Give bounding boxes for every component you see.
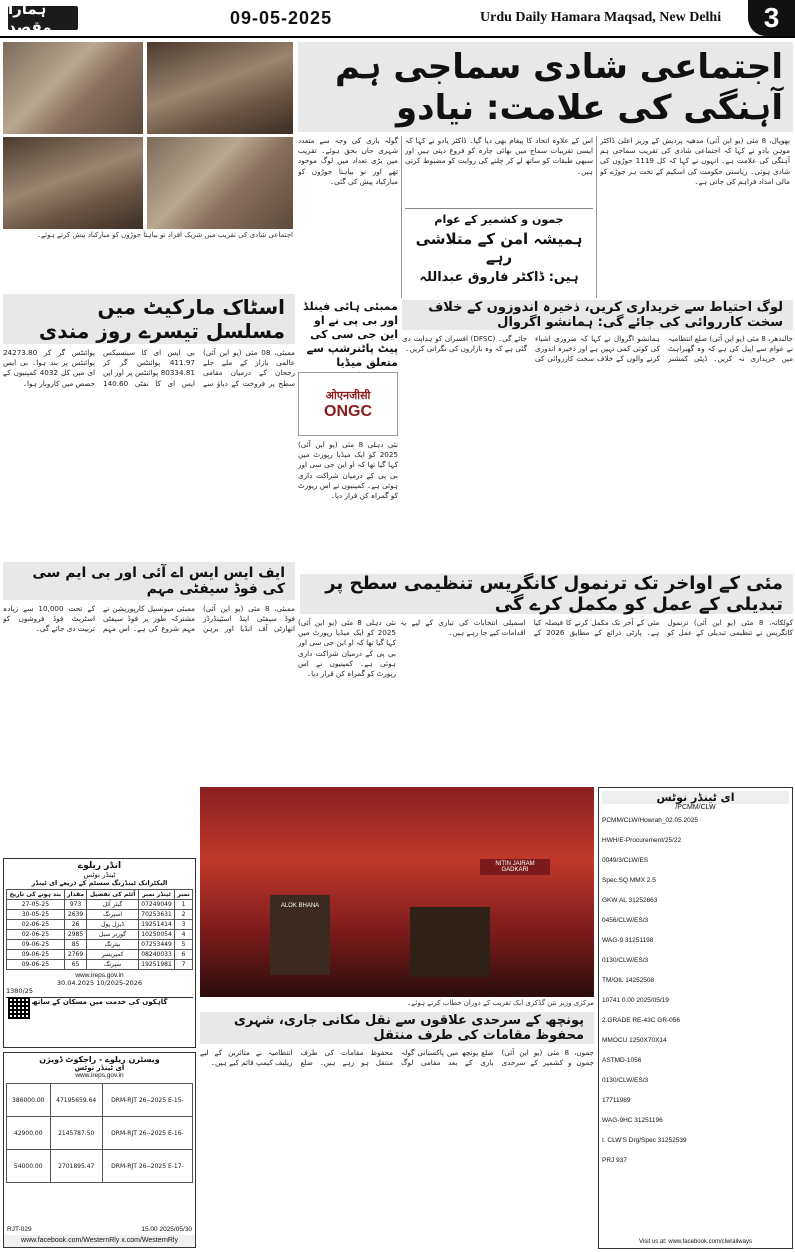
clw-tender-line: TM/OIL 14252508	[602, 977, 655, 984]
table-cell: گیئر آئل	[87, 900, 139, 910]
wedding-photo-1	[3, 42, 143, 134]
clw-tender-line: GKW AL 31252663	[602, 897, 658, 904]
clw-tender-line: 17711989	[602, 1097, 631, 1104]
railway-tender-notice	[3, 858, 196, 1048]
clw-tender-line: 0130/CLW/ES/3	[602, 957, 649, 964]
column-rule	[401, 136, 402, 298]
table-cell: سپرنگ	[87, 960, 139, 970]
western-tender-table	[6, 1083, 193, 1183]
railway-tender-title: انڈر ریلوے	[77, 861, 122, 871]
table-row	[7, 1117, 193, 1150]
stage-caption: مرکزی وزیر نتن گڈکری ایک تقریب کے دوران خطاب کرتے ہوئے۔	[407, 999, 594, 1007]
market-headline-text: اسٹاک مارکیٹ میں مسلسل تیسرے روز مندی	[38, 295, 285, 343]
clw-tender-line: PRJ 937	[602, 1157, 627, 1164]
clw-tender-line: 2.GRADE RE-43C GR-056	[602, 1017, 681, 1024]
table-row	[7, 950, 193, 960]
ongc-headline	[298, 300, 398, 370]
table-cell: 4	[175, 930, 193, 940]
ongc-body-cont: نئی دہلی 8 مئی (یو این آئی) 2025 کو ایک میڈیا رپورٹ میں کہا گیا تھا کہ او این جی سی اور بی پی کے درمیان شراکت داری ہوئی ہے۔ کمپنیوں نے اس رپورٹ کو گمراہ کن قرار دیا۔	[298, 618, 396, 679]
table-cell: 65	[64, 960, 86, 970]
name-card-left: ALOK BHANA	[280, 903, 320, 909]
name-card-right: NITIN JAIRAM GADKARI	[480, 859, 550, 875]
table-cell: 2769	[64, 950, 86, 960]
kashmir-headline: ہمیشہ امن کے متلاشی رہے	[415, 230, 583, 266]
ongc-hindi-text: ओएनजीसी	[325, 388, 371, 402]
western-footer-date: 15.00 2025/05/30	[141, 1226, 192, 1233]
clw-tender-line: 0130/CLW/ES/3	[602, 1077, 649, 1084]
ongc-headline-text: ممبئی ہائی فینلڈ اور بی پی نے او این جی سی کی پیٹ پاٹنرشپ سے متعلق میڈیا	[303, 300, 398, 369]
clw-tender-line: MMOCU 1250X70X14	[602, 1037, 667, 1044]
clw-tender-line: PCMM/CLW/Howrah_02.05.2025	[602, 817, 698, 824]
table-row	[7, 960, 193, 970]
railway-tender-date: 30.04.2025 10/2025-2026	[56, 979, 143, 987]
table-cell: 10250054	[138, 930, 174, 940]
paper-name: Urdu Daily Hamara Maqsad, New Delhi	[480, 10, 722, 25]
table-cell: 70253631	[138, 910, 174, 920]
table-cell: 07253449	[138, 940, 174, 950]
table-cell: ڈیزل پول	[87, 920, 139, 930]
clw-tender-ref: PCMM/CLW/	[675, 804, 716, 811]
poonch-body: جموں، 8 مئی (یو این آئی) جموں و کشمیر کے سرحدی ضلع پونچھ میں پاکستانی گولہ باری کے بعد مقامی لوگ محفوظ مقامات کی طرف منتقل ہو رہے ہیں۔ ضلع انتظامیہ نے متاثرین کے لیے ریلیف کیمپ قائم کیے ہیں۔	[200, 1048, 594, 1068]
wedding-body-left: گولہ باری کی وجہ سے متعدد شہری جاں بحق ہوئے۔ تقریب میں بڑی تعداد میں لوگ موجود تھے اور نو بیاہتا جوڑوں کو مبارکباد پیش کی گئی۔	[298, 136, 398, 186]
fssai-headline-text: ایف ایس ایس اے آئی اور بی ایم سی کی فوڈ سیفٹی مہم	[32, 565, 285, 597]
western-subtitle: ای ٹینڈر نوٹس	[74, 1064, 125, 1072]
table-header-cell: ٹینڈر نمبر	[138, 890, 174, 900]
table-row	[7, 900, 193, 910]
table-row	[7, 920, 193, 930]
table-cell: DRM-RJT 26--2025 E-16-	[102, 1117, 192, 1150]
table-header-cell: بند ہونے کی تاریخ	[7, 890, 65, 900]
wedding-photo-2	[147, 42, 293, 134]
railway-tender-heading: الیکٹرانک ٹینڈرنگ سسٹم کے ذریعے ای ٹینڈر	[31, 879, 168, 887]
congress-headline	[300, 574, 793, 614]
wedding-body-right: بھوپال، 8 مئی (یو این آئی) مدھیہ پردیش کے وزیر اعلیٰ ڈاکٹر موہن یادو نے کہا کہ اجتماعی شادی کی تقریب سماجی ہم آہنگی کی علامت ہے۔ انہوں نے کہا کہ کل 1119 جوڑوں کی شادی ہوئی۔ ریاستی حکومت کی اسکیم کے تحت ہر جوڑے کو مالی امداد فراہم کی جاتی ہے۔	[600, 136, 790, 186]
wedding-body-mid: اس کے علاوہ اتحاد کا پیغام بھی دیا گیا۔ ڈاکٹر یادو نے کہا کہ ایسی تقریبات سماج میں بھائی چارہ کو فروغ دیتی ہیں اور سبھی طبقات کو ساتھ لے کر چلنے کی روایت کو مضبوط کرتی ہیں۔	[405, 136, 593, 176]
railway-tender-site[interactable]: www.ireps.gov.in	[75, 972, 124, 979]
table-cell: 47195659.64	[50, 1084, 102, 1117]
table-cell: گورنر سیل	[87, 930, 139, 940]
qr-code-icon	[8, 997, 30, 1019]
table-cell: 7	[175, 960, 193, 970]
clw-tender-line: 0456/CLW/ES/3	[602, 917, 649, 924]
table-cell: 386000.00	[7, 1084, 51, 1117]
western-site[interactable]: www.ireps.gov.in	[75, 1072, 124, 1079]
clw-tender-line: WAG-9HC 31251196	[602, 1117, 663, 1124]
clw-tender-line: HWH/E-Procurement/25/22	[602, 837, 682, 844]
table-cell: 85	[64, 940, 86, 950]
table-row	[7, 910, 193, 920]
table-cell: 2145787.50	[50, 1117, 102, 1150]
western-social[interactable]: www.facebook.com/WesternRly x.com/WesternRly	[4, 1235, 195, 1247]
ongc-body: نئی دہلی 8 مئی (یو این آئی) 2025 کو ایک میڈیا رپورٹ میں کہا گیا تھا کہ او این جی سی اور بی پی کے درمیان شراکت داری ہوئی ہے۔ کمپنیوں نے اس رپورٹ کو گمراہ کن قرار دیا۔	[298, 440, 398, 501]
fssai-headline	[3, 562, 295, 600]
page-number: 3	[748, 0, 795, 36]
congress-headline-text: مئی کے اواخر تک ترنمول کانگریس تنظیمی سطح پر تبدیلی کے عمل کو مکمل کرے گی	[325, 573, 783, 615]
table-cell: 3	[175, 920, 193, 930]
table-cell: 09-06-25	[7, 960, 65, 970]
table-cell: 54000.00	[7, 1150, 51, 1183]
railway-footer-note: گاہکوں کی خدمت میں مسکان کے ساتھ	[6, 997, 193, 1006]
ongc-logo-box	[298, 372, 398, 436]
railway-tender-subtitle: ٹینڈر نوٹس	[83, 871, 116, 879]
table-header-cell: آئٹم کی تفصیل	[87, 890, 139, 900]
table-cell: 07249049	[138, 900, 174, 910]
table-cell: 09-06-25	[7, 950, 65, 960]
table-cell: 6	[175, 950, 193, 960]
table-cell: 42900.00	[7, 1117, 51, 1150]
table-cell: 2639	[64, 910, 86, 920]
clw-tender-line: Spec.SQ MMX 2.5	[602, 877, 656, 884]
table-cell: 27-05-25	[7, 900, 65, 910]
fssai-body: ممبئی، 8 مئی (یو این آئی) فوڈ سیفٹی اینڈ اسٹینڈرڈز اتھارٹی آف انڈیا اور برہن ممبئی میونسپل کارپوریشن نے مشترکہ طور پر فوڈ سیفٹی مہم شروع کی ہے۔ اس مہم کے تحت 10,000 سے زیادہ اسٹریٹ فوڈ فروشوں کو تربیت دی جائے گی۔	[3, 604, 295, 634]
hoarding-headline	[402, 300, 793, 330]
table-cell: DRM-RJT 26--2025 E-15-	[102, 1084, 192, 1117]
ongc-logo-text: ONGC	[324, 402, 372, 420]
table-cell: اسپرنگ	[87, 910, 139, 920]
table-cell: کمپریسر	[87, 950, 139, 960]
table-cell: 1	[175, 900, 193, 910]
kashmir-box	[405, 208, 593, 298]
clw-tender-line: I. CLW'S Drg/Spec 31252539	[602, 1137, 687, 1144]
table-header-cell: مقدار	[64, 890, 86, 900]
table-cell: بیئرنگ	[87, 940, 139, 950]
hoarding-body: جالندھر، 8 مئی (یو این آئی) ضلع انتظامیہ نے عوام سے اپیل کی ہے کہ وہ گھبراہٹ میں خریداری نہ کریں۔ ڈپٹی کمشنر ہمانشو اگروال نے کہا کہ ضروری اشیاء کی کوئی کمی نہیں ہے اور ذخیرہ اندوزی کرنے والوں کے خلاف سخت کارروائی کی جائے گی۔ (DFSC) افسران کو ہدایت دی گئی ہے کہ وہ بازاروں کی نگرانی کریں۔	[402, 334, 793, 364]
issue-date: 09-05-2025	[230, 8, 333, 28]
wedding-photo-3	[3, 137, 143, 229]
table-row	[7, 930, 193, 940]
kashmir-kicker: جموں و کشمیر کے عوام	[434, 213, 564, 226]
table-cell: 2701895.47	[50, 1150, 102, 1183]
clw-tender-line: WAG-9 31251198	[602, 937, 654, 944]
wedding-photo-4	[147, 137, 293, 229]
clw-tender-line: 0049/3/CLW/ES	[602, 857, 649, 864]
hoarding-headline-text: لوگ احتیاط سے خریداری کریں، ذخیرہ اندوزوں کے خلاف سخت کارروائی کی جائے گی: ہمانشو اگروال	[428, 300, 783, 330]
table-cell: 19251414	[138, 920, 174, 930]
table-row	[7, 940, 193, 950]
table-cell: 30-05-25	[7, 910, 65, 920]
table-cell: 2	[175, 910, 193, 920]
wedding-headline	[298, 42, 793, 132]
western-title: ویسٹرن ریلوے - راجکوٹ ڈویژن	[39, 1055, 160, 1064]
clw-tender-line: ASTMD-1056	[602, 1057, 642, 1064]
table-cell: 26	[64, 920, 86, 930]
table-cell: 5	[175, 940, 193, 950]
table-row	[7, 1150, 193, 1183]
railway-tender-refno: 1380/25	[6, 987, 34, 995]
clw-tender-line: 10741 0.00 2025/05/19	[602, 997, 669, 1004]
table-cell: 2985	[64, 930, 86, 940]
table-cell: 973	[64, 900, 86, 910]
table-header-cell: نمبر	[175, 890, 193, 900]
western-ref: RJT-029	[7, 1226, 32, 1233]
clw-tender-title: ای ٹینڈر نوٹس	[602, 791, 789, 804]
column-rule	[596, 136, 597, 298]
railway-tender-table	[6, 889, 193, 970]
wedding-headline-text: اجتماعی شادی سماجی ہم آہنگی کی علامت: نیادو	[334, 47, 783, 128]
stage-photo	[200, 787, 594, 997]
podium-right	[410, 907, 490, 977]
congress-body: کولکاتہ، 8 مئی (یو این آئی) ترنمول کانگریس نے تنظیمی تبدیلی کے عمل کو مئی کے آخر تک مکمل کرنے کا فیصلہ کیا ہے۔ پارٹی ذرائع کے مطابق 2026 کے اسمبلی انتخابات کی تیاری کے لیے یہ اقدامات کیے جا رہے ہیں۔	[400, 618, 793, 638]
kashmir-byline: ہیں: ڈاکٹر فاروق عبداللہ	[419, 270, 579, 285]
table-cell: 19251981	[138, 960, 174, 970]
table-row	[7, 1084, 193, 1117]
masthead	[0, 0, 795, 38]
newspaper-logo: ہمارا مقصد	[8, 6, 78, 30]
market-headline	[3, 294, 295, 344]
poonch-headline-text: پونچھ کے سرحدی علاقوں سے نقل مکانی جاری، شہری محفوظ مقامات کی طرف منتقل	[233, 1013, 584, 1043]
table-cell: 02-06-25	[7, 920, 65, 930]
clw-tender-notice	[598, 787, 793, 1249]
clw-tender-lines	[602, 811, 789, 1171]
table-cell: 08240033	[138, 950, 174, 960]
photo-caption: اجتماعی شادی کی تقریب میں شریک افراد نو بیاہتا جوڑوں کو مبارکباد پیش کرتے ہوئے۔	[36, 231, 293, 239]
western-tender-notice	[3, 1052, 196, 1248]
market-body: ممبئی، 08 مئی (یو این آئی) عالمی بازار کے ملے جلے رجحان کے درمیان مقامی سطح پر فروخت کے دباؤ سے بی ایس ای کا سینسیکس 411.97 پوائنٹس گر کر 80334.81 پوائنٹس پر اور این ایس ای کا نفٹی 140.60 پوائنٹس گر کر 24273.80 پوائنٹس پر بند ہوا۔ بی ایس ای میں کل 4032 کمپنیوں کے حصص میں کاروبار ہوا۔	[3, 348, 295, 388]
clw-website[interactable]: Visit us at: www.facebook.com/clwrailways	[639, 1239, 752, 1245]
table-cell: 02-06-25	[7, 930, 65, 940]
poonch-headline	[200, 1012, 594, 1044]
table-cell: 09-06-25	[7, 940, 65, 950]
table-cell: DRM-RJT 26--2025 E-17-	[102, 1150, 192, 1183]
